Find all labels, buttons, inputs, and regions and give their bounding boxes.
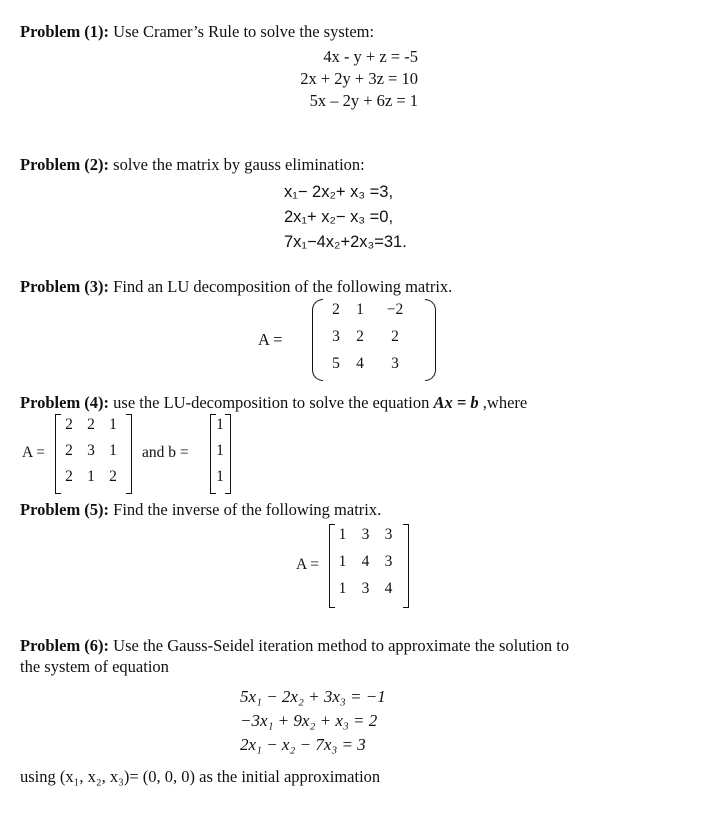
problem-5-text: Find the inverse of the following matrix. bbox=[109, 500, 382, 519]
problem-5-matrix-label: A = bbox=[296, 556, 319, 573]
problem-1-label: Problem (1): bbox=[20, 22, 110, 41]
vector-cell: 1 bbox=[216, 442, 224, 459]
right-parenthesis bbox=[425, 299, 436, 381]
matrix-cell: 2 bbox=[391, 328, 399, 345]
matrix-cell: 1 bbox=[87, 468, 95, 485]
problem-1-text: Use Cramer’s Rule to solve the system: bbox=[109, 22, 375, 41]
problem-6-closing: using (x₁, x₂, x₃)= (0, 0, 0) as the initial approximation bbox=[20, 767, 381, 786]
matrix-cell: 1 bbox=[109, 442, 117, 459]
matrix-cell: 4 bbox=[356, 355, 364, 372]
matrix-cell: 3 bbox=[87, 442, 95, 459]
problem-6-text-line-1: Use the Gauss-Seidel iteration method to approximate the solution to bbox=[109, 636, 570, 655]
problem-1-heading bbox=[20, 22, 374, 42]
problem-3-text: Find an LU decomposition of the following matrix. bbox=[109, 277, 453, 296]
matrix-cell: 3 bbox=[391, 355, 399, 372]
problem-3-matrix bbox=[312, 299, 436, 381]
problem-5-heading bbox=[20, 500, 381, 520]
problem-3-matrix-label: A = bbox=[258, 330, 283, 349]
matrix-cell: 4 bbox=[384, 580, 393, 597]
matrix-cell: 2 bbox=[109, 468, 117, 485]
problem-2-equation-2: 2x₁+ x₂− x₃ =0, bbox=[284, 208, 394, 226]
matrix-cell: −2 bbox=[386, 301, 404, 318]
problem-1-equation-2: 2x + 2y + 3z = 10 bbox=[300, 69, 418, 88]
matrix-cell: 3 bbox=[384, 526, 393, 543]
problem-1-equation-3: 5x – 2y + 6z = 1 bbox=[309, 91, 418, 110]
matrix-cell: 3 bbox=[384, 553, 393, 570]
problem-4-text-pre: use the LU-decomposition to solve the equation bbox=[109, 393, 434, 412]
matrix-cell: 3 bbox=[332, 328, 340, 345]
problem-2-heading bbox=[20, 155, 365, 175]
matrix-cell: 2 bbox=[332, 301, 340, 318]
problem-2-label: Problem (2): bbox=[20, 155, 110, 174]
matrix-cell: 3 bbox=[361, 580, 370, 597]
problem-4-heading bbox=[20, 393, 527, 413]
right-bracket bbox=[403, 524, 409, 608]
problem-6-equation-2: −3x₁ + 9x₂ + x₃ = 2 bbox=[240, 711, 378, 730]
right-bracket bbox=[126, 414, 132, 494]
matrix-cell: 1 bbox=[338, 553, 347, 570]
left-parenthesis bbox=[312, 299, 323, 381]
matrix-cell: 2 bbox=[65, 416, 73, 433]
matrix-cell: 5 bbox=[332, 355, 340, 372]
matrix-cell: 2 bbox=[65, 468, 73, 485]
problem-2-text: solve the matrix by gauss elimination: bbox=[109, 155, 365, 174]
matrix-cell: 2 bbox=[356, 328, 364, 345]
problem-1-equation-1: 4x - y + z = -5 bbox=[323, 47, 418, 66]
problem-4-text-post: ,where bbox=[478, 393, 528, 412]
matrix-cell: 2 bbox=[87, 416, 95, 433]
problem-2-equation-3: 7x₁−4x₂+2x₃=31. bbox=[284, 233, 407, 251]
matrix-cell: 1 bbox=[109, 416, 117, 433]
problem-4-label: Problem (4): bbox=[20, 393, 110, 412]
matrix-cell: 4 bbox=[361, 553, 370, 570]
matrix-cell: 1 bbox=[356, 301, 364, 318]
problem-4-matrix-label: A = bbox=[22, 444, 45, 461]
problem-4-matrix bbox=[58, 414, 124, 492]
problem-5-matrix bbox=[331, 524, 400, 605]
problem-5-label: Problem (5): bbox=[20, 500, 110, 519]
problem-4-and-label: and b = bbox=[142, 444, 189, 461]
problem-6-text-line-2: the system of equation bbox=[20, 657, 169, 676]
problem-6-heading bbox=[20, 636, 569, 656]
vector-cell: 1 bbox=[216, 416, 224, 433]
problem-6-label: Problem (6): bbox=[20, 636, 110, 655]
matrix-cell: 3 bbox=[361, 526, 370, 543]
matrix-cell: 2 bbox=[65, 442, 73, 459]
vector-cell: 1 bbox=[216, 468, 224, 485]
problem-2-equation-1: x₁− 2x₂+ x₃ =3, bbox=[284, 183, 394, 201]
problem-4-equation: Ax = b bbox=[433, 393, 479, 412]
matrix-cell: 1 bbox=[338, 580, 347, 597]
problem-4-vector bbox=[211, 414, 229, 492]
matrix-cell: 1 bbox=[338, 526, 347, 543]
problem-3-heading bbox=[20, 277, 452, 297]
problem-6-equation-3: 2x₁ − x₂ − 7x₃ = 3 bbox=[240, 735, 366, 754]
problem-6-equation-1: 5x₁ − 2x₂ + 3x₃ = −1 bbox=[240, 687, 386, 706]
problem-3-label: Problem (3): bbox=[20, 277, 110, 296]
